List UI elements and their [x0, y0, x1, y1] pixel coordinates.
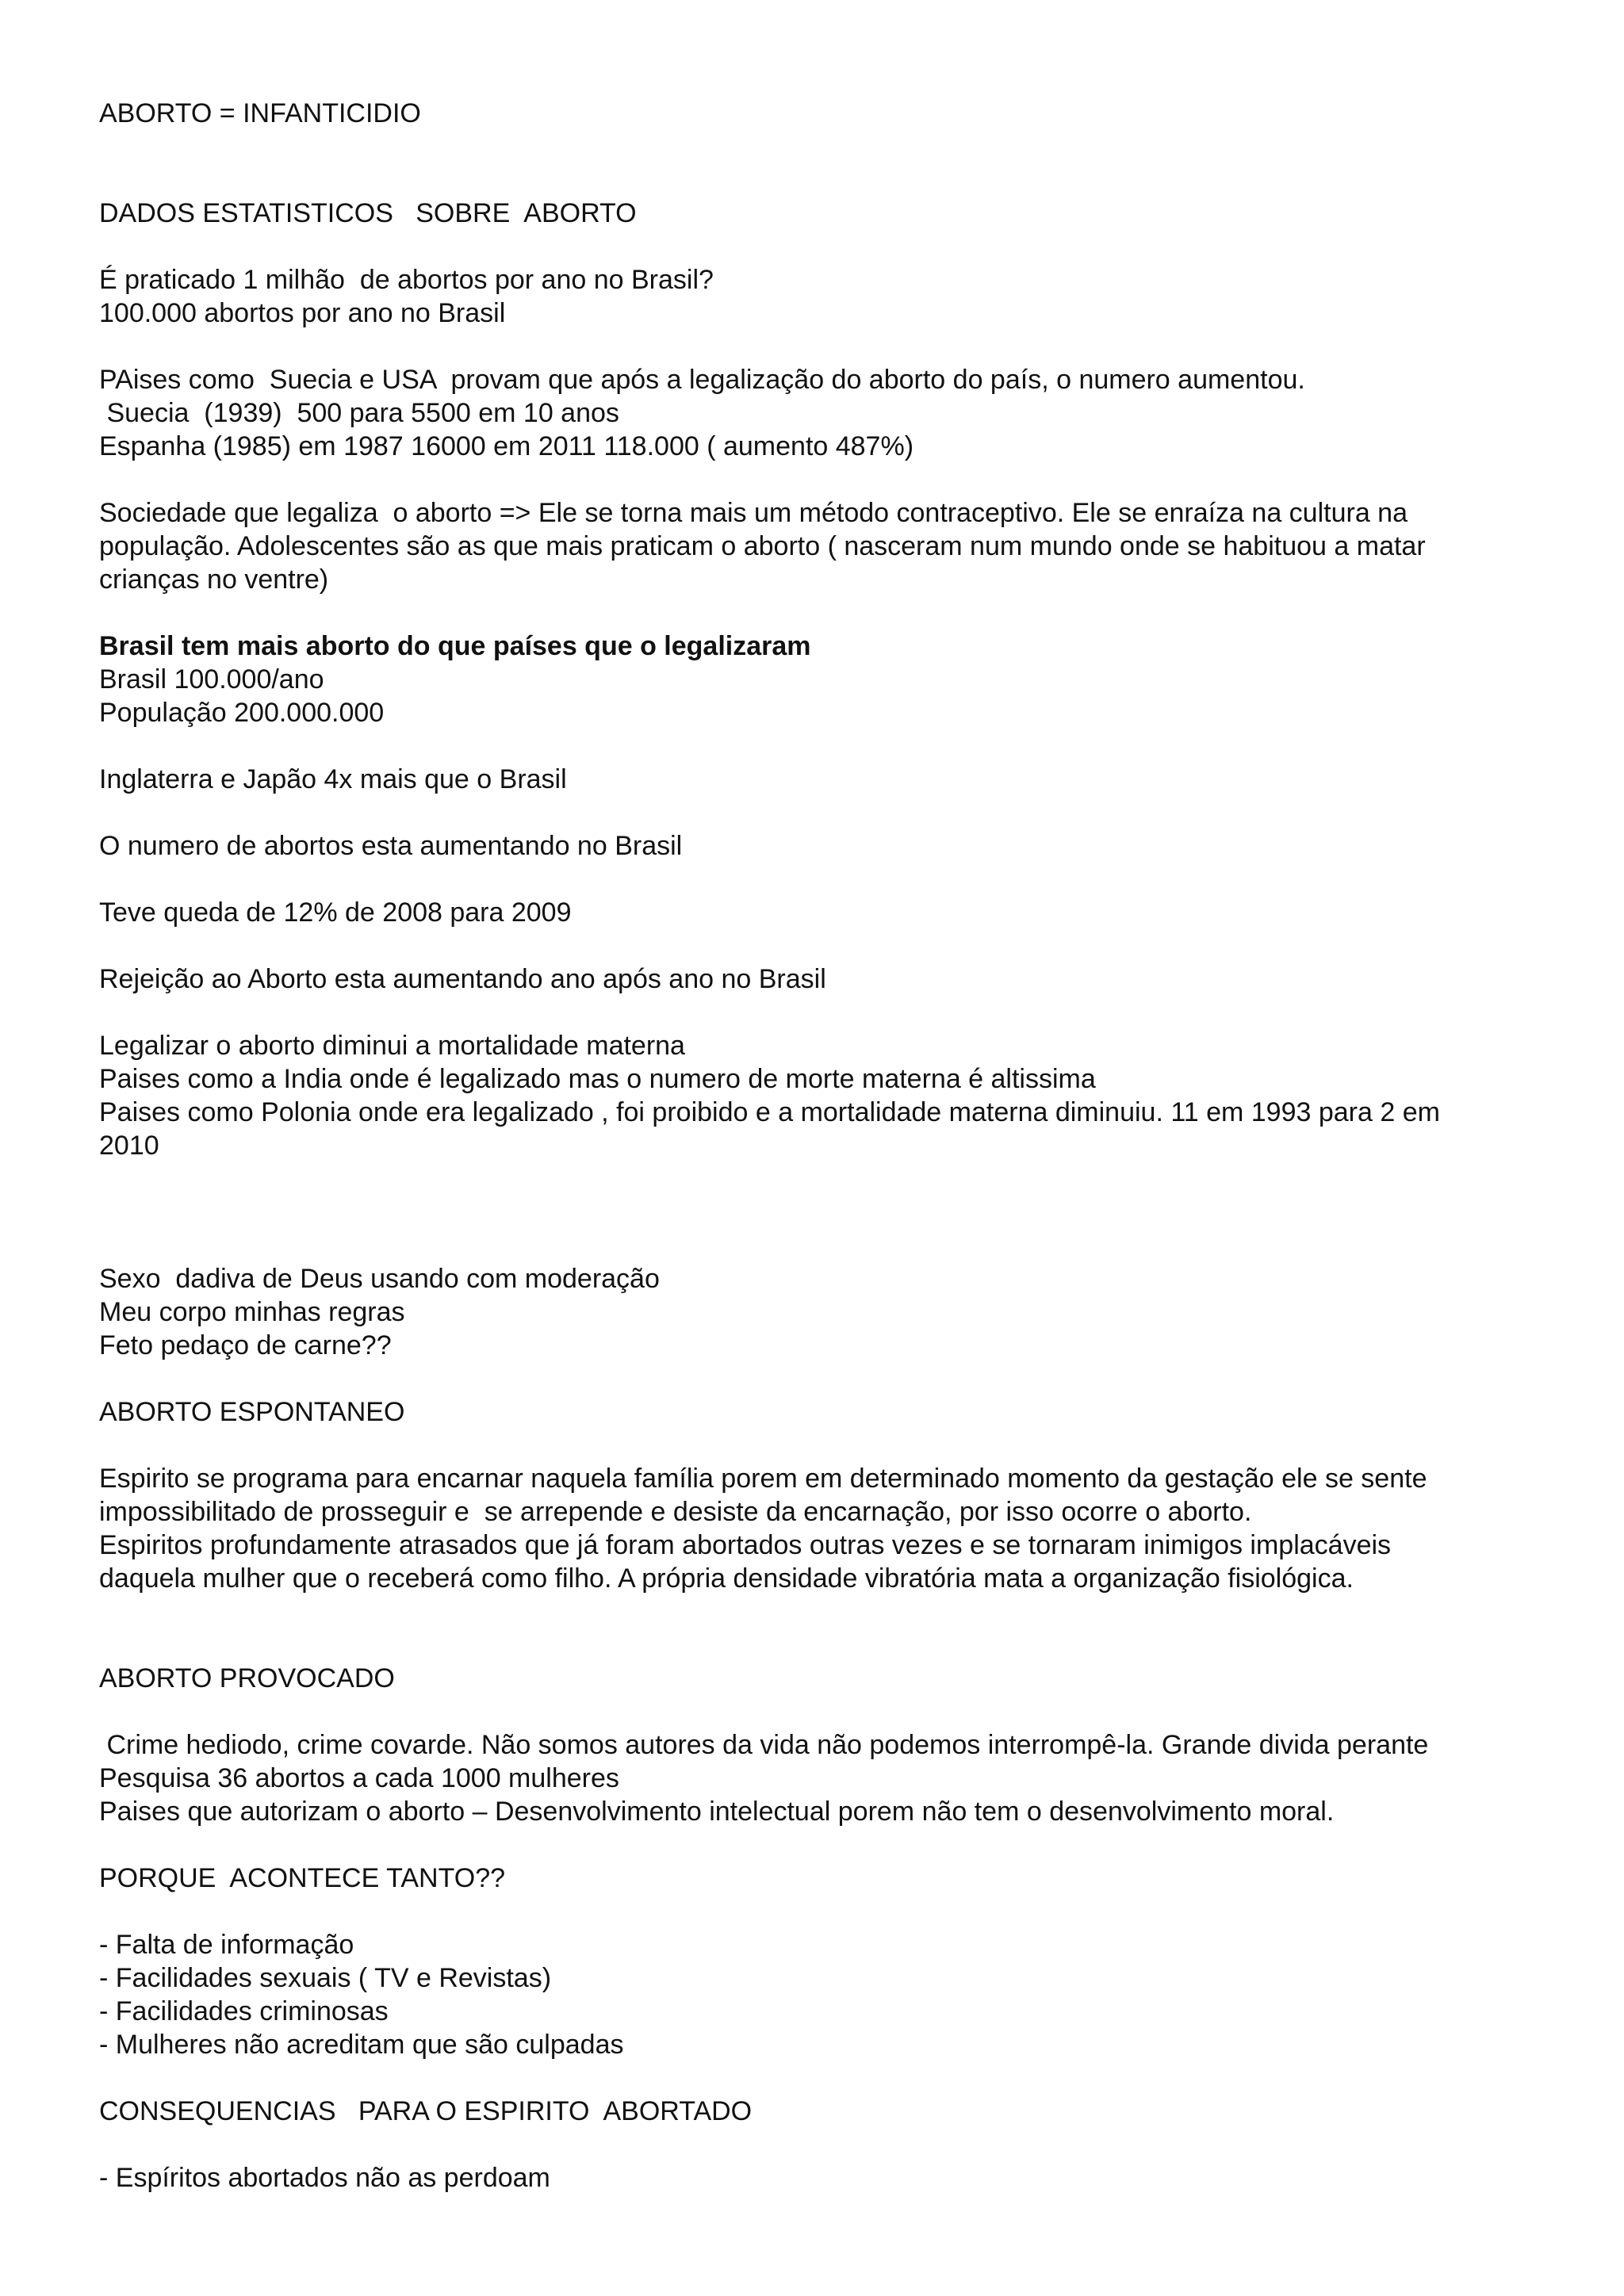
brasil-line-1: Brasil 100.000/ano	[99, 664, 324, 695]
list-item: - Mulheres não acreditam que são culpadas	[99, 2030, 624, 2060]
porque-heading: PORQUE ACONTECE TANTO??	[99, 1863, 506, 1893]
espontaneo-line-1: Espirito se programa para encarnar naquela família porem em determinado momento da gestação ele se sente	[99, 1464, 1427, 1494]
society-line-2: população. Adolescentes são as que mais praticam o aborto ( nasceram num mundo onde se habituou a matar	[99, 531, 1426, 561]
provocado-heading: ABORTO PROVOCADO	[99, 1663, 395, 1693]
rejeicao-line: Rejeição ao Aborto esta aumentando ano após ano no Brasil	[99, 964, 826, 994]
espontaneo-line-3: Espiritos profundamente atrasados que já foram abortados outras vezes e se tornaram inimigos implacáveis	[99, 1530, 1392, 1560]
queda-line: Teve queda de 12% de 2008 para 2009	[99, 897, 572, 928]
brasil-line-2: População 200.000.000	[99, 698, 385, 728]
mortalidade-line-3: Paises como Polonia onde era legalizado , foi proibido e a mortalidade materna diminuiu. 11 em 1993 para 2 em	[99, 1097, 1440, 1127]
legalization-line-2: Suecia (1939) 500 para 5500 em 10 anos	[99, 398, 619, 428]
document-page	[99, 97, 1542, 2195]
numero-line: O numero de abortos esta aumentando no Brasil	[99, 831, 683, 861]
misc-line-3: Feto pedaço de carne??	[99, 1330, 392, 1360]
list-item: - Falta de informação	[99, 1930, 354, 1960]
legalization-line-3: Espanha (1985) em 1987 16000 em 2011 118.000 ( aumento 487%)	[99, 431, 914, 461]
espontaneo-line-4: daquela mulher que o receberá como filho. A própria densidade vibratória mata a organização fisiológica.	[99, 1563, 1354, 1594]
brasil-heading: Brasil tem mais aborto do que países que o legalizaram	[99, 631, 811, 661]
provocado-line-3: Paises que autorizam o aborto – Desenvolvimento intelectual porem não tem o desenvolvimento moral.	[99, 1797, 1335, 1827]
list-item: - Espíritos abortados não as perdoam	[99, 2163, 550, 2193]
society-line-1: Sociedade que legaliza o aborto => Ele se torna mais um método contraceptivo. Ele se enraíza na cultura na	[99, 498, 1408, 528]
mortalidade-line-1: Legalizar o aborto diminui a mortalidade materna	[99, 1031, 685, 1061]
legalization-line-1: PAises como Suecia e USA provam que após a legalização do aborto do país, o numero aumentou.	[99, 365, 1305, 395]
inglaterra-line: Inglaterra e Japão 4x mais que o Brasil	[99, 764, 567, 794]
list-item: - Facilidades sexuais ( TV e Revistas)	[99, 1963, 552, 1993]
document-title: ABORTO = INFANTICIDIO	[99, 98, 421, 128]
stats-question: É praticado 1 milhão de abortos por ano no Brasil?	[99, 265, 714, 295]
espontaneo-line-2: impossibilitado de prosseguir e se arrepende e desiste da encarnação, por isso ocorre o aborto.	[99, 1497, 1252, 1527]
stats-heading: DADOS ESTATISTICOS SOBRE ABORTO	[99, 198, 637, 228]
consequencias-heading: CONSEQUENCIAS PARA O ESPIRITO ABORTADO	[99, 2096, 753, 2126]
misc-line-1: Sexo dadiva de Deus usando com moderação	[99, 1264, 660, 1294]
mortalidade-line-2: Paises como a India onde é legalizado mas o numero de morte materna é altissima	[99, 1064, 1096, 1094]
mortalidade-line-4: 2010	[99, 1131, 159, 1161]
list-item: - Facilidades criminosas	[99, 1996, 389, 2026]
espontaneo-heading: ABORTO ESPONTANEO	[99, 1397, 405, 1427]
stats-answer: 100.000 abortos por ano no Brasil	[99, 298, 506, 328]
provocado-line-1: Crime hediodo, crime covarde. Não somos autores da vida não podemos interrompê-la. Grande divida perante	[99, 1730, 1429, 1760]
society-line-3: crianças no ventre)	[99, 564, 329, 595]
provocado-line-2: Pesquisa 36 abortos a cada 1000 mulheres	[99, 1763, 619, 1793]
misc-line-2: Meu corpo minhas regras	[99, 1297, 405, 1327]
